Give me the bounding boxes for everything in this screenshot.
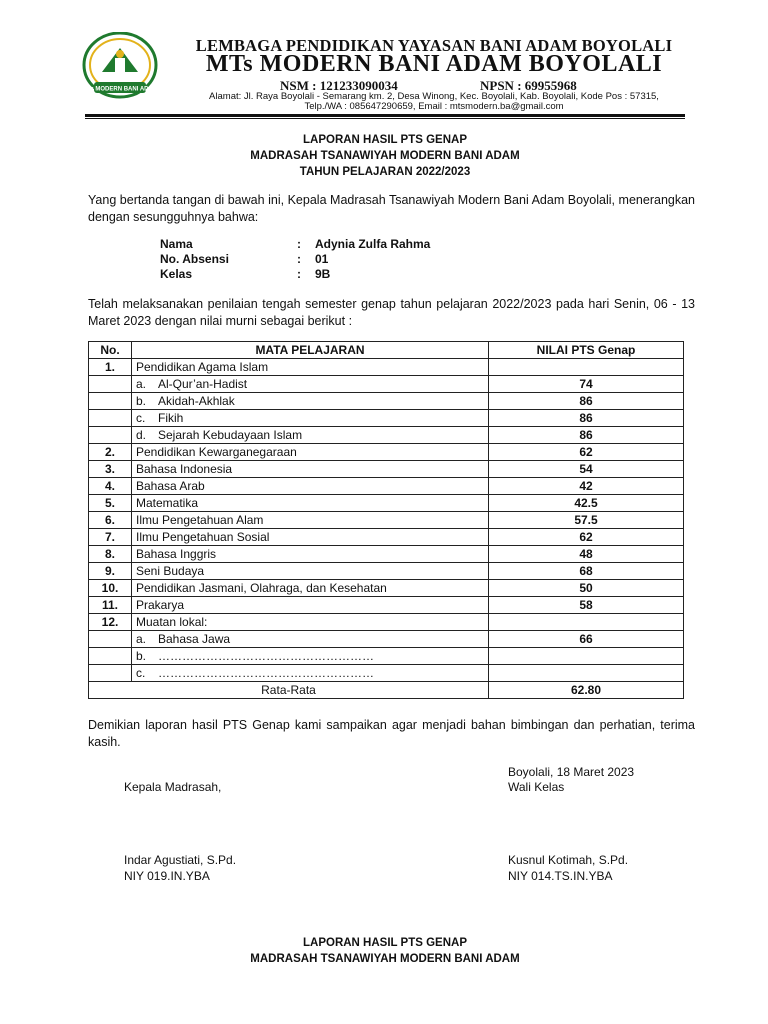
row-number: 12. (89, 614, 132, 631)
statement-paragraph: Telah melaksanakan penilaian tengah semester genap tahun pelajaran 2022/2023 pada hari Senin, 06 - 13 Maret 2023 dengan nilai murni sebagai berikut : (88, 297, 695, 328)
table-row (89, 495, 684, 512)
row-number: 8. (89, 546, 132, 563)
row-number: 5. (89, 495, 132, 512)
row-subject: Sejarah Kebudayaan Islam (158, 428, 303, 442)
row-subject-cell (132, 665, 489, 682)
row-subject: Muatan lokal: (136, 615, 208, 629)
row-subject: Ilmu Pengetahuan Sosial (136, 530, 270, 544)
row-subject-letter: b. (136, 649, 147, 663)
row-subject: Fikih (158, 411, 184, 425)
table-row (89, 512, 684, 529)
name-colon: : (297, 237, 301, 251)
closing-paragraph: Demikian laporan hasil PTS Genap kami sampaikan agar menjadi bahan bimbingan dan perhatian, terima kasih. (88, 718, 695, 749)
intro-paragraph: Yang bertanda tangan di bawah ini, Kepala Madrasah Tsanawiyah Modern Bani Adam Boyolali, menerangkan dengan sesungguhnya bahwa: (88, 193, 695, 224)
row-number: 4. (89, 478, 132, 495)
header-value: NILAI PTS Genap (489, 342, 684, 359)
kelas-colon: : (297, 267, 301, 281)
row-number: 6. (89, 512, 132, 529)
row-value (489, 614, 684, 631)
table-row (89, 359, 684, 376)
homeroom-role: Wali Kelas (508, 780, 565, 794)
table-row (89, 376, 684, 393)
row-value: 66 (489, 631, 684, 648)
foundation-name: LEMBAGA PENDIDIKAN YAYASAN BANI ADAM BOYOLALI (195, 36, 673, 55)
table-row (89, 529, 684, 546)
row-subject-letter: d. (136, 428, 147, 442)
row-number (89, 427, 132, 444)
row-number: 1. (89, 359, 132, 376)
nsm-number: NSM : 121233090034 (280, 78, 398, 93)
row-subject: Akidah-Akhlak (158, 394, 235, 408)
row-subject-cell (132, 376, 489, 393)
next-page-institution: MADRASAH TSANAWIYAH MODERN BANI ADAM (250, 953, 520, 965)
logo-text: MTs MODERN BANI ADAM (82, 86, 158, 93)
row-subject-cell (132, 648, 489, 665)
row-subject: Prakarya (136, 598, 185, 612)
row-subject-cell (132, 393, 489, 410)
average-value: 62.80 (489, 682, 684, 699)
row-number (89, 376, 132, 393)
kelas-label: Kelas (160, 267, 193, 281)
row-value: 68 (489, 563, 684, 580)
average-row (89, 682, 684, 699)
row-subject-cell (132, 359, 489, 376)
row-subject: Pendidikan Kewarganegaraan (136, 445, 297, 459)
report-institution: MADRASAH TSANAWIYAH MODERN BANI ADAM (250, 150, 520, 162)
principal-niy: NIY 019.IN.YBA (124, 869, 210, 883)
npsn-number: NPSN : 69955968 (480, 78, 577, 93)
average-label: Rata-Rata (89, 682, 489, 699)
name-label: Nama (160, 237, 193, 251)
table-row (89, 631, 684, 648)
table-row (89, 427, 684, 444)
table-row (89, 597, 684, 614)
row-value: 62 (489, 444, 684, 461)
row-subject-cell (132, 580, 489, 597)
row-subject-letter: a. (136, 377, 147, 391)
table-row (89, 546, 684, 563)
table-row (89, 393, 684, 410)
row-number (89, 410, 132, 427)
letterhead-rule-thin (85, 118, 685, 119)
table-row (89, 444, 684, 461)
row-value: 74 (489, 376, 684, 393)
address-line-2: Telp./WA : 085647290659, Email : mtsmodern.ba@gmail.com (304, 101, 564, 112)
school-name: MTs MODERN BANI ADAM BOYOLALI (205, 51, 663, 77)
row-value: 42 (489, 478, 684, 495)
student-name: Adynia Zulfa Rahma (315, 237, 431, 251)
row-subject: ……………………………………………… (158, 666, 374, 680)
table-row (89, 563, 684, 580)
next-page-title: LAPORAN HASIL PTS GENAP (303, 937, 467, 949)
row-subject-cell (132, 461, 489, 478)
row-subject-cell (132, 495, 489, 512)
row-number: 3. (89, 461, 132, 478)
report-year: TAHUN PELAJARAN 2022/2023 (299, 166, 471, 178)
row-subject-letter: a. (136, 632, 147, 646)
row-subject: Bahasa Arab (136, 479, 205, 493)
row-value: 54 (489, 461, 684, 478)
address-line-1: Alamat: Jl. Raya Boyolali - Semarang km. 2, Desa Winong, Kec. Boyolali, Kab. Boyolali, Kode Pos : 57315, (209, 91, 659, 102)
row-subject-cell (132, 546, 489, 563)
row-value: 42.5 (489, 495, 684, 512)
row-value: 58 (489, 597, 684, 614)
row-subject: Pendidikan Agama Islam (136, 360, 269, 374)
row-subject: Al-Qur’an-Hadist (158, 377, 248, 391)
principal-name: Indar Agustiati, S.Pd. (124, 853, 237, 867)
row-value: 62 (489, 529, 684, 546)
row-subject-cell (132, 410, 489, 427)
school-logo (82, 32, 158, 100)
table-row (89, 410, 684, 427)
report-title: LAPORAN HASIL PTS GENAP (303, 134, 467, 146)
place-date: Boyolali, 18 Maret 2023 (508, 765, 635, 779)
row-value (489, 359, 684, 376)
row-value: 57.5 (489, 512, 684, 529)
row-number: 2. (89, 444, 132, 461)
table-row (89, 478, 684, 495)
header-subject: MATA PELAJARAN (132, 342, 489, 359)
absen-label: No. Absensi (160, 252, 229, 266)
row-subject-cell (132, 563, 489, 580)
row-number: 10. (89, 580, 132, 597)
row-value: 48 (489, 546, 684, 563)
table-row (89, 648, 684, 665)
row-number (89, 631, 132, 648)
row-subject-letter: c. (136, 411, 146, 425)
letterhead-rule-thick (85, 114, 685, 117)
row-number: 9. (89, 563, 132, 580)
row-subject-cell (132, 512, 489, 529)
row-subject-cell (132, 597, 489, 614)
row-subject: Bahasa Inggris (136, 547, 217, 561)
row-value: 86 (489, 410, 684, 427)
row-subject-cell (132, 529, 489, 546)
homeroom-niy: NIY 014.TS.IN.YBA (508, 869, 613, 883)
table-header-row (89, 342, 684, 359)
table-row (89, 461, 684, 478)
row-subject-cell (132, 614, 489, 631)
row-value (489, 665, 684, 682)
row-subject: ……………………………………………… (158, 649, 374, 663)
grades-table (88, 341, 684, 699)
row-subject: Seni Budaya (136, 564, 205, 578)
row-number (89, 393, 132, 410)
row-number (89, 665, 132, 682)
row-number: 11. (89, 597, 132, 614)
row-subject-cell (132, 444, 489, 461)
row-value: 50 (489, 580, 684, 597)
row-subject: Bahasa Jawa (158, 632, 231, 646)
row-subject: Ilmu Pengetahuan Alam (136, 513, 264, 527)
absen-colon: : (297, 252, 301, 266)
table-row (89, 665, 684, 682)
table-row (89, 580, 684, 597)
student-kelas: 9B (315, 267, 331, 281)
row-subject: Matematika (136, 496, 199, 510)
row-subject-cell (132, 478, 489, 495)
row-value: 86 (489, 393, 684, 410)
principal-role: Kepala Madrasah, (124, 780, 222, 794)
table-row (89, 614, 684, 631)
row-subject: Pendidikan Jasmani, Olahraga, dan Kesehatan (136, 581, 387, 595)
header-no: No. (89, 342, 132, 359)
row-number (89, 648, 132, 665)
row-subject-cell (132, 631, 489, 648)
row-subject: Bahasa Indonesia (136, 462, 233, 476)
row-number: 7. (89, 529, 132, 546)
row-subject-cell (132, 427, 489, 444)
row-value (489, 648, 684, 665)
row-subject-letter: c. (136, 666, 146, 680)
homeroom-name: Kusnul Kotimah, S.Pd. (508, 853, 629, 867)
row-value: 86 (489, 427, 684, 444)
row-subject-letter: b. (136, 394, 147, 408)
student-absen: 01 (315, 252, 329, 266)
